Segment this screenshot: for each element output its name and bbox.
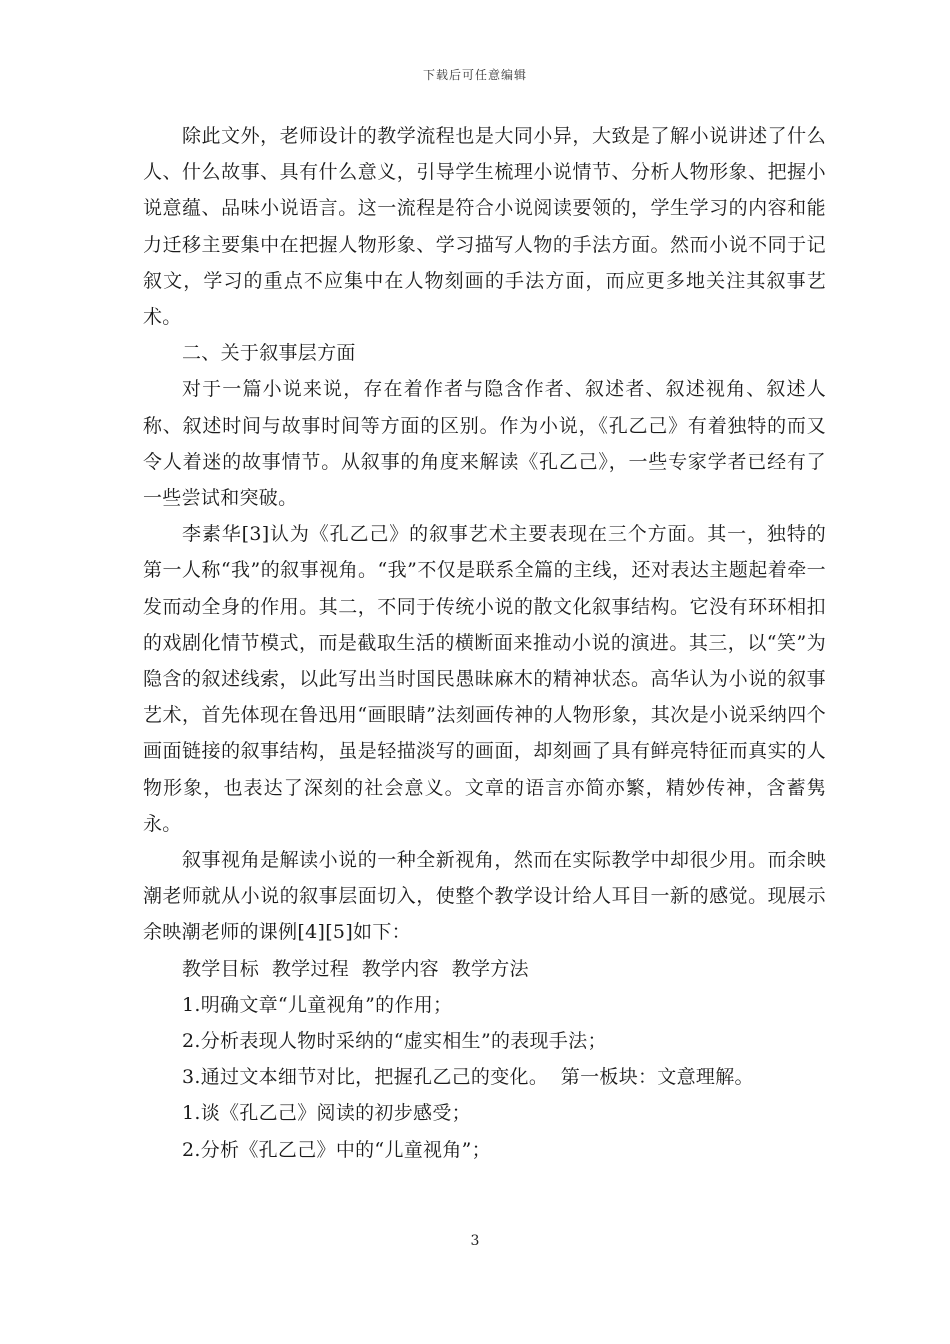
list-item: 3.通过文本细节对比，把握孔乙己的变化。 第一板块：文意理解。 <box>182 1066 754 1089</box>
page-header: 下载后可任意编辑 <box>422 68 527 82</box>
list-item: 2.分析《孔乙己》中的“儿童视角”； <box>182 1138 491 1161</box>
table-header-line: 教学目标 教学过程 教学内容 教学方法 <box>182 957 529 980</box>
page-number: 3 <box>470 1233 480 1249</box>
list-item: 2.分析表现人物时采纳的“虚实相生”的表现手法； <box>182 1030 607 1053</box>
list-item: 1.明确文章“儿童视角”的作用； <box>182 993 453 1016</box>
paragraph: 对于一篇小说来说，存在着作者与隐含作者、叙述者、叙述视角、叙述人称、叙述时间与故事时间等方面的区别。作为小说，《孔乙己》有着独特的而又令人着迷的故事情节。从叙事的角度来解读《孔乙己》，一些专家学者已经有了一些尝试和突破。 <box>143 378 826 510</box>
paragraph: 李素华[3]认为《孔乙己》的叙事艺术主要表现在三个方面。其一，独特的第一人称“我”的叙事视角。“我”不仅是联系全篇的主线，还对表达主题起着牵一发而动全身的作用。其二，不同于传统小说的散文化叙事结构。它没有环环相扣的戏剧化情节模式，而是截取生活的横断面来推动小说的演进。其三，以“笑”为隐含的叙述线索，以此写出当时国民愚昧麻木的精神状态。高华认为小说的叙事艺术，首先体现在鲁迅用“画眼睛”法刻画传神的人物形象，其次是小说采纳四个画面链接的叙事结构，虽是轻描淡写的画面，却刻画了具有鲜亮特征而真实的人物形象，也表达了深刻的社会意义。文章的语言亦简亦繁，精妙传神，含蓄隽永。 <box>143 523 826 835</box>
paragraph: 叙事视角是解读小说的一种全新视角，然而在实际教学中却很少用。而余映潮老师就从小说的叙事层面切入，使整个教学设计给人耳目一新的感觉。现展示余映潮老师的课例[4][5]如下： <box>143 849 826 944</box>
document-body <box>143 118 826 1168</box>
paragraph: 除此文外，老师设计的教学流程也是大同小异，大致是了解小说讲述了什么人、什么故事、具有什么意义，引导学生梳理小说情节、分析人物形象、把握小说意蕴、品味小说语言。这一流程是符合小说阅读要领的，学生学习的内容和能力迁移主要集中在把握人物形象、学习描写人物的手法方面。然而小说不同于记叙文，学习的重点不应集中在人物刻画的手法方面，而应更多地关注其叙事艺术。 <box>143 125 826 329</box>
section-heading: 二、关于叙事层方面 <box>182 342 356 365</box>
list-item: 1.谈《孔乙己》阅读的初步感受； <box>182 1102 471 1125</box>
